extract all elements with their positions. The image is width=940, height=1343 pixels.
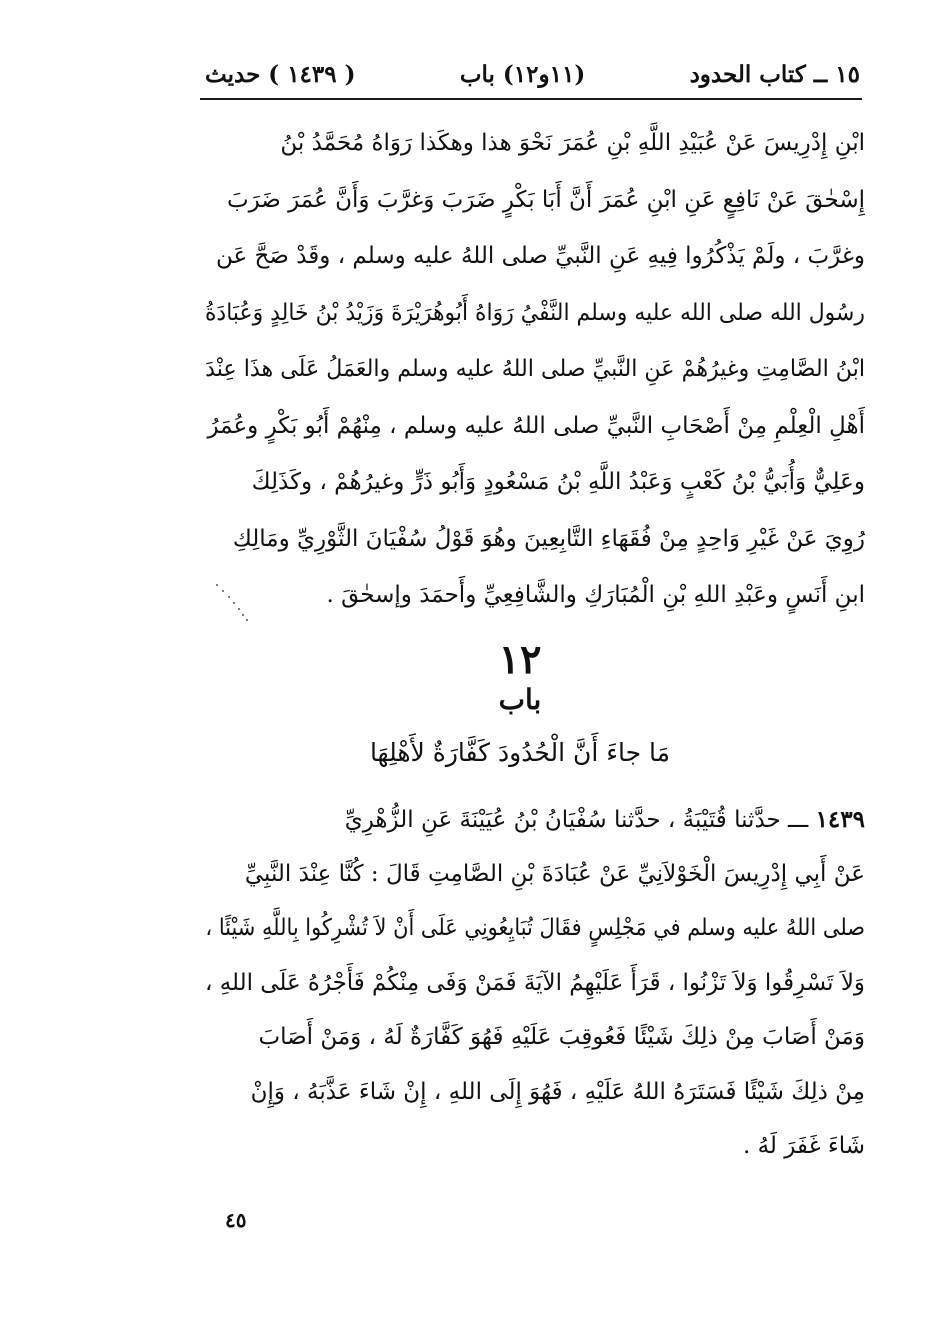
running-header <box>205 52 860 96</box>
body-line: أَهْلِ الْعِلْمِ مِنْ أَصْحَابِ النَّبيِّ صلى اللهُ عليه وسلم ، مِنْهُمْ أَبُو بَكْرٍ وعُمَرُ <box>207 412 865 439</box>
hadith-line: صلى اللهُ عليه وسلم في مَجْلِسٍ فقَالَ تُبَايِعُونِي عَلَى أَنْ لاَ تُشْرِكُوا بِاللَّهِ شَيْئًا ، <box>205 915 865 941</box>
hadith-line: وَلاَ تَسْرِقُوا وَلاَ تَزْنُوا ، قَرَأَ عَلَيْهِمُ الآيَةَ فَمَنْ وَفَى مِنْكُمْ فَأَجْرُهُ عَلَى اللهِ ، <box>205 969 865 996</box>
header-chapter-ref: (١١و١٢) باب <box>459 60 586 88</box>
header-divider <box>200 98 862 100</box>
body-line: وعَلِيٌّ وَأُبَيُّ بْنُ كَعْبٍ وَعَبْدُ اللَّهِ بْنُ مَسْعُودٍ وَأَبُو ذَرٍّ وغيرُهُمْ ، وكَذَلِكَ <box>251 469 865 495</box>
hadith-first-line <box>205 808 865 863</box>
body-line: إِسْحٰقَ عَنْ نَافِعٍ عَنِ ابْنِ عُمَرَ أَنَّ أَبَا بَكْرٍ ضَرَبَ وَغرَّبَ وَأَنَّ عُمَرَ ضَرَبَ <box>226 186 865 213</box>
hadith-paragraph <box>205 808 865 1190</box>
chapter-number: ١٢ <box>498 636 542 683</box>
body-line: وغرَّبَ ، ولَمْ يَذْكُرُوا فِيهِ عَنِ النَّبيِّ صلى اللهُ عليه وسلم ، وقَدْ صَحَّ عَن <box>215 243 865 269</box>
body-line: رُوِيَ عَنْ غَيْرِ وَاحِدٍ مِنْ فُقَهَاءِ التَّابِعِينَ وهُوَ قَوْلُ سُفْيَانَ الثَّوْرِيِّ ومَالِكِ <box>232 525 865 552</box>
hadith-line: مِنْ ذلِكَ شَيْئًا فَسَتَرَهُ اللهُ عَلَيْهِ ، فَهُوَ إِلَى اللهِ ، إِنْ شَاءَ عَذَّبَهُ ، وَإِنْ <box>250 1078 865 1105</box>
header-section-title: ١٥ ــ كتاب الحدود <box>689 60 860 88</box>
chapter-heading-word: باب <box>498 683 542 716</box>
hadith-line: شَاءَ غَفَرَ لَهُ . <box>742 1133 865 1159</box>
body-line: رسُول الله صلى الله عليه وسلم النَّفْيُ رَوَاهُ أَبُوهُرَيْرَةَ وَزَيْدُ بْنُ خَالِدٍ وَعُبَادَةُ <box>204 299 865 326</box>
body-line: ابْنُ الصَّامِتِ وغيرُهُمْ عَنِ النَّبيِّ صلى اللهُ عليه وسلم والعَمَلُ عَلَى هذَا عِنْدَ <box>205 356 865 382</box>
body-line: ابْنِ إِدْرِيسَ عَنْ عُبَيْدِ اللَّهِ بْنِ عُمَرَ نَحْوَ هذا وهكَذا رَوَاهُ مُحَمَّدُ بْنُ <box>280 130 865 156</box>
print-specks <box>212 578 262 628</box>
page-number: ٤٥ <box>225 1208 247 1232</box>
hadith-isnad-start: ـــ حدَّثنا قُتَيْبَةُ ، حدَّثنا سُفْيَانُ بْنُ عُيَيْنَةَ عَنِ الزُّهْرِيِّ <box>344 807 809 833</box>
hadith-line: وَمَنْ أَصَابَ مِنْ ذلِكَ شَيْئًا فَعُوقِبَ عَلَيْهِ فَهُوَ كَفَّارَةٌ لَهُ ، وَمَنْ أَصَابَ <box>258 1024 865 1050</box>
body-line: ابنِ أَنَسٍ وعَبْدِ اللهِ بْنِ الْمُبَارَكِ والشَّافِعِيِّ وأَحمَدَ وإسحٰقَ . <box>326 582 865 608</box>
body-paragraph <box>205 132 865 641</box>
hadith-line: عَنْ أَبِي إِدْرِيسَ الْخَوْلاَنِيِّ عَنْ عُبَادَةَ بْنِ الصَّامِتِ قَالَ : كُنَّا عِنْدَ النَّبِيِّ <box>244 860 865 887</box>
header-hadith-ref: ( ١٤٣٩ ) حديث <box>205 60 356 88</box>
hadith-number: ١٤٣٩ <box>815 806 865 833</box>
chapter-title: مَا جاءَ أَنَّ الْحُدُودَ كَفَّارَةٌ لأَهْلِهَا <box>369 738 671 767</box>
